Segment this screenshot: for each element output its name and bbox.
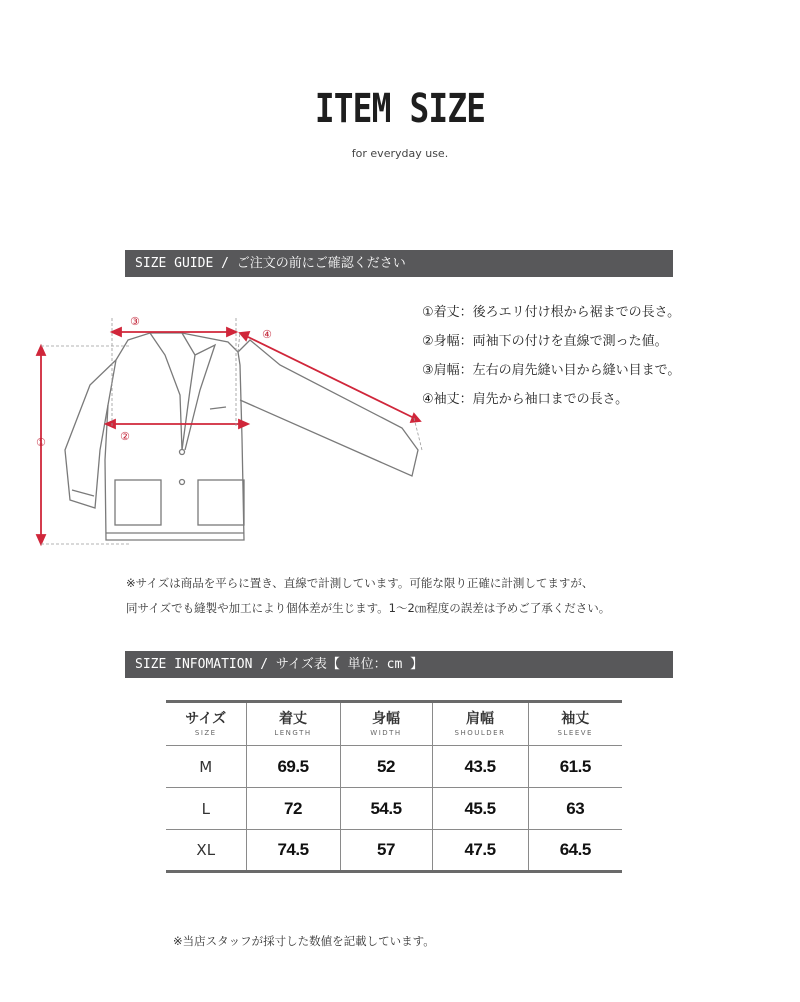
cell-length: 69.5 (246, 746, 340, 788)
cell-size: XL (166, 830, 246, 872)
cell-sleeve: 64.5 (559, 840, 591, 859)
measure-shoulder-line (112, 328, 236, 336)
cell-sleeve: 61.5 (559, 756, 591, 776)
definition-length: ①着丈：後ろエリ付け根から裾までの長さ。 (422, 305, 681, 320)
definition-shoulder: ③肩幅：左右の肩先縫い目から縫い目まで。 (422, 363, 681, 378)
column-header-sleeve: 袖丈 SLEEVE (557, 711, 593, 737)
measure-width-line (106, 420, 248, 428)
measurement-definitions (422, 301, 680, 417)
column-header-shoulder: 肩幅 SHOULDER (432, 702, 528, 746)
column-header-width: 身幅 WIDTH (340, 702, 432, 746)
size-guide-bar: SIZE GUIDE / ご注文の前にご確認ください (125, 250, 673, 277)
measurement-note-2: 同サイズでも縫製や加工により個体差が生じます。1〜2㎝程度の誤差は予めご了承ください。 (126, 601, 611, 615)
cell-shoulder: 45.5 (432, 788, 528, 830)
cell-width: 57 (340, 830, 432, 872)
size-info-bar: SIZE INFOMATION / サイズ表【 単位：cm 】 (125, 651, 673, 678)
cell-size: L (166, 788, 246, 830)
cell-shoulder: 47.5 (432, 830, 528, 872)
column-header-length: 着丈 LENGTH (246, 702, 340, 746)
cell-length: 74.5 (246, 830, 340, 872)
cell-shoulder: 43.5 (432, 746, 528, 788)
table-row (166, 830, 622, 872)
definition-sleeve: ④袖丈：肩先から袖口までの長さ。 (422, 392, 629, 407)
marker-length: ① (36, 436, 46, 449)
size-table (166, 700, 622, 873)
table-row (166, 788, 622, 830)
footer-note: ※当店スタッフが採寸した数値を記載しています。 (173, 934, 435, 948)
cell-length: 72 (246, 788, 340, 830)
measurement-note-1: ※サイズは商品を平らに置き、直線で計測しています。可能な限り正確に計測してますが、 (126, 576, 594, 590)
cell-width: 54.5 (340, 788, 432, 830)
dashed-guides (41, 318, 422, 544)
jacket-measurement-diagram (30, 300, 430, 560)
page-subtitle: for everyday use. (351, 147, 449, 160)
marker-width: ② (120, 430, 130, 443)
table-header-row (166, 702, 622, 746)
jacket-outline (65, 333, 418, 540)
page-title: ITEM SIZE (314, 86, 486, 132)
marker-shoulder: ③ (130, 315, 140, 328)
cell-sleeve: 63 (566, 798, 585, 818)
cell-size: M (166, 746, 246, 788)
column-header-size: サイズ SIZE (166, 702, 246, 746)
definition-width: ②身幅：両袖下の付けを直線で測った値。 (422, 334, 668, 349)
cell-width: 52 (340, 746, 432, 788)
marker-sleeve: ④ (262, 328, 272, 341)
measure-sleeve-line (240, 332, 420, 422)
table-row (166, 746, 622, 788)
